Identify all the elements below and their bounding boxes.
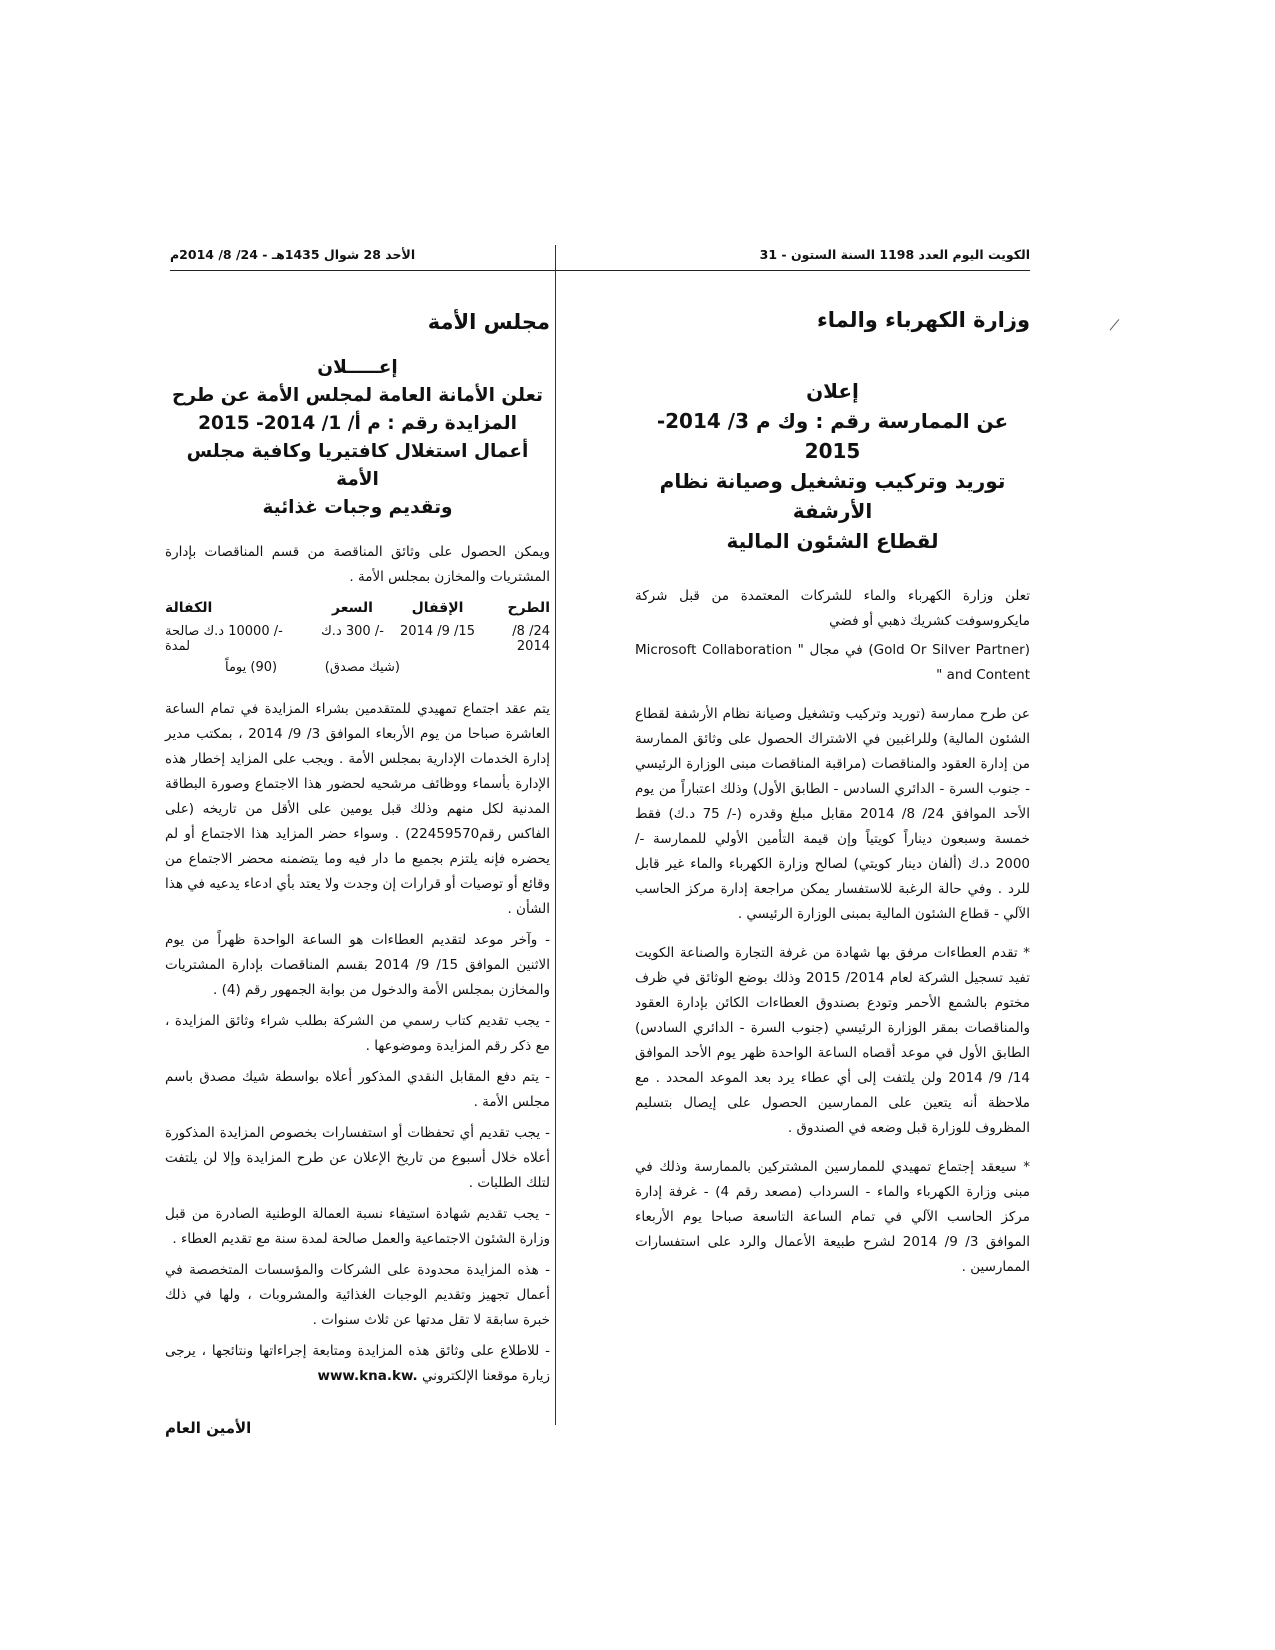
practice-subject: توريد وتركيب وتشغيل وصيانة نظام الأرشفة — [659, 469, 1006, 523]
header-publication-info: الكويت اليوم العدد 1198 السنة الستون - 31 — [759, 247, 1030, 262]
auction-table-header — [165, 600, 550, 616]
ministry-name: وزارة الكهرباء والماء — [816, 308, 1030, 332]
documents-paragraph: عن طرح ممارسة (توريد وتركيب وتشغيل وصيانة نظام الأرشفة لقطاع الشئون المالية) وللراغبين في الاشتراك الحصول على وثائق الممارسة من إدارة العقود والمناقصات (مراقبة المناقصات مبنى الوزارة الرئيسي - جنوب السرة - الدائري السادس - الطابق الأول) وذلك اعتباراً من يوم الأحد الموافق 24/ 8/ 2014 مقابل مبلغ وقدره (-/ 75 د.ك) فقط خمسة وسبعون ديناراً كويتياً وإن قيمة التأمين الأولي للممارسة -/ 2000 د.ك (ألفان دينار كويتي) لصالح وزارة الكهرباء والماء غير قابل للرد . وفي حالة الرغبة للاستفسار يمكن مراجعة إدارة مركز الحاسب الآلي - قطاع الشئون المالية بمبنى الوزارة الرئيسي . — [635, 706, 1030, 922]
assembly-name: مجلس الأمة — [427, 310, 550, 334]
payment-item: - يتم دفع المقابل النقدي المذكور أعلاه بواسطة شيك مصدق باسم مجلس الأمة . — [165, 1069, 550, 1110]
assembly-intro: ويمكن الحصول على وثائق المناقصة من قسم المناقصات بإدارة المشتريات والمخازن بمجلس الأمة . — [165, 544, 550, 585]
submission-paragraph: * تقدم العطاءات مرفق بها شهادة من غرفة التجارة والصناعة الكويت تفيد تسجيل الشركة لعام 2014/ 2015 وذلك بوضع الوثائق في ظرف مختوم بالشمع الأحمر وتودع بصندوق العطاءات الكائن بإدارة العقود والمناقصات بمقر الوزارة الرئيسي (جنوب السرة - الدائري السادس) الطابق الأول في موعد أقصاه الساعة الواحدة ظهر يوم الأحد الموافق 14/ 9/ 2014 ولن يلتفت إلى أي عطاء يرد بعد الموعد المحدد . مع ملاحظة أنه يتعين على الممارسين الحصول على إيصال بتسليم المظروف للوزارة قبل وضعه في الصندوق . — [635, 945, 1031, 1136]
auction-table-row — [165, 624, 550, 654]
website-item — [165, 1339, 550, 1389]
intro-paragraph: تعلن وزارة الكهرباء والماء للشركات المعتمدة من قبل شركة مايكروسوفت كشريك ذهبي أو فضي — [635, 588, 1030, 629]
assembly-announcement-title: إعـــــلان — [317, 357, 398, 378]
closing-date: 15/ 9/ 2014 — [400, 624, 475, 639]
guarantee-note: (90) يوماً — [225, 660, 278, 675]
official-letter-item: - يجب تقديم كتاب رسمي من الشركة بطلب شراء وثائق المزايدة ، مع ذكر رقم المزايدة وموضوعها . — [165, 1013, 550, 1054]
meeting-paragraph: يتم عقد اجتماع تمهيدي للمتقدمين بشراء المزايدة في تمام الساعة العاشرة صباحا من يوم الأربعاء الموافق 3/ 9/ 2014 ، بمكتب مدير إدارة الخدمات الإدارية بمجلس الأمة . ويجب على المزايد إخطار هذه الإدارة بأسماء ووظائف مرشحيه لحضور هذا الاجتماع وصورة البطاقة المدنية لكل منهم وذلك قبل يومين على الأقل من تاريخه (على الفاكس رقم22459570) . وسواء حضر المزايد هذا الاجتماع أو لم يحضره فإنه يلتزم بجميع ما دار فيه وما يتضمنه محضر الاجتماع من وقائع أو توصيات أو قرارات إن وجدت ولا يعتد بأي ادعاء يدعيه في هذا الشأن . — [165, 701, 551, 917]
guarantee-value: -/ 10000 د.ك صالحة لمدة — [165, 624, 283, 654]
labor-certificate-item: - يجب تقديم شهادة استيفاء نسبة العمالة الوطنية الصادرة من قبل وزارة الشئون الاجتماعية والعمل صالحة لمدة سنة مع تقديم العطاء . — [165, 1206, 550, 1247]
column-divider — [555, 245, 556, 1425]
partner-requirement: (Gold Or Silver Partner) في مجال " Microsoft Collaboration and Content " — [635, 642, 1030, 683]
assembly-announcement — [165, 310, 550, 1437]
offering-date: 24/ 8/ 2014 — [512, 624, 550, 654]
deadline-item: - وآخر موعد لتقديم العطاءات هو الساعة الواحدة ظهراً من يوم الاثنين الموافق 15/ 9/ 2014 بقسم المناقصات بإدارة المشتريات والمخازن بمجلس الأمة والدخول من بوابة الجمهور رقم (4) . — [165, 932, 551, 998]
price-note: (شيك مصدق) — [324, 660, 400, 675]
practice-number: عن الممارسة رقم : وك م 3/ 2014- 2015 — [656, 409, 1009, 463]
announcement-title: إعلان — [806, 379, 859, 403]
ministry-announcement — [635, 308, 1030, 1280]
website-text: - للاطلاع على وثائق هذه المزايدة ومتابعة إجراءاتها ونتائجها ، يرجى زيارة موقعنا الإلكتروني — [165, 1343, 550, 1384]
header-divider — [170, 270, 1030, 271]
header-price: السعر — [332, 600, 373, 616]
header-closing: الإقفال — [411, 600, 464, 616]
auction-subject: أعمال استغلال كافتيريا وكافية مجلس الأمة — [186, 441, 529, 490]
website-link[interactable]: www.kna.kw. — [317, 1368, 418, 1384]
header-offering: الطرح — [507, 600, 550, 616]
header-date: الأحد 28 شوال 1435هـ - 24/ 8/ 2014م — [170, 247, 416, 262]
inquiries-item: - يجب تقديم أي تحفظات أو استفسارات بخصوص المزايدة المذكورة أعلاه خلال أسبوع من تاريخ الإعلان عن طرح المزايدة وإلا لن يلتفت لتلك الطلبات . — [165, 1125, 550, 1191]
auction-subject-2: وتقديم وجبات غذائية — [262, 497, 453, 518]
assembly-subtitle: تعلن الأمانة العامة لمجلس الأمة عن طرح — [172, 385, 543, 406]
signature: الأمين العام — [165, 1419, 252, 1437]
practice-sector: لقطاع الشئون المالية — [726, 529, 939, 553]
meeting-paragraph: * سيعقد إجتماع تمهيدي للممارسين المشتركين بالممارسة وذلك في مبنى وزارة الكهرباء والماء - السرداب (مصعد رقم 4) - غرفة إدارة مركز الحاسب الآلي في تمام الساعة التاسعة صباحا يوم الأربعاء الموافق 3/ 9/ 2014 لشرح طبيعة الأعمال والرد على استفسارات الممارسين . — [635, 1159, 1030, 1275]
auction-table-notes — [165, 660, 550, 675]
auction-number: المزايدة رقم : م أ/ 1/ 2014- 2015 — [198, 413, 517, 434]
header-guarantee: الكفالة — [165, 600, 213, 616]
price-value: -/ 300 د.ك — [321, 624, 384, 639]
page-header — [170, 240, 1030, 270]
eligibility-item: - هذه المزايدة محدودة على الشركات والمؤسسات المتخصصة في أعمال تجهيز وتقديم الوجبات الغذائية والمشروبات ، ولها في ذلك خبرة سابقة لا تقل مدتها عن ثلاث سنوات . — [165, 1262, 550, 1328]
